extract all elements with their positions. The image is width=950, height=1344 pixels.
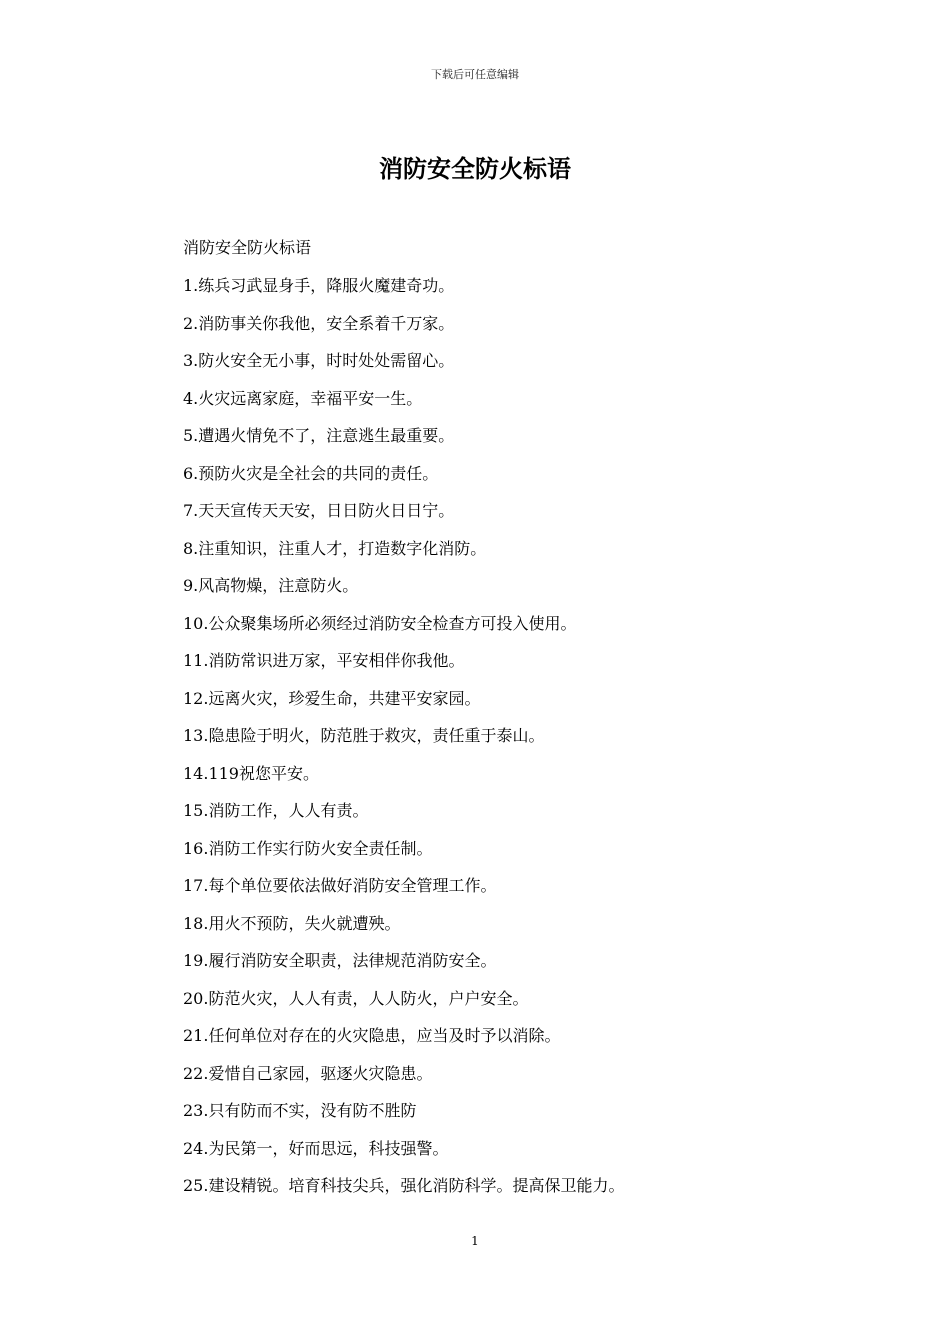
slogan-item: 21.任何单位对存在的火灾隐患，应当及时予以消除。 [183,1026,561,1045]
slogan-item: 23.只有防而不实，没有防不胜防 [183,1101,417,1120]
slogan-item: 22.爱惜自己家园，驱逐火灾隐患。 [183,1063,433,1083]
document-subtitle: 消防安全防火标语 [183,238,312,257]
slogan-item: 19.履行消防安全职责，法律规范消防安全。 [183,951,497,970]
slogan-item: 15.消防工作，人人有责。 [183,801,369,820]
slogan-item: 2.消防事关你我他，安全系着千万家。 [183,313,455,333]
page-number: 1 [471,1234,479,1248]
slogan-item: 6.预防火灾是全社会的共同的责任。 [183,463,439,483]
slogan-item: 17.每个单位要依法做好消防安全管理工作。 [183,876,497,895]
slogan-item: 18.用火不预防，失火就遭殃。 [183,913,401,933]
slogan-item: 16.消防工作实行防火安全责任制。 [183,838,433,858]
slogan-item: 4.火灾远离家庭，幸福平安一生。 [183,388,423,408]
slogan-item: 20.防范火灾，人人有责，人人防火，户户安全。 [183,988,529,1008]
slogan-item: 7.天天宣传天天安，日日防火日日宁。 [183,501,455,520]
slogan-item: 14.119祝您平安。 [183,763,319,783]
slogan-item: 11.消防常识进万家，平安相伴你我他。 [183,651,465,670]
slogan-item: 3.防火安全无小事，时时处处需留心。 [183,351,455,370]
slogan-item: 13.隐患险于明火，防范胜于救灾，责任重于泰山。 [183,726,545,745]
slogan-item: 24.为民第一，好而思远，科技强警。 [183,1138,449,1158]
slogan-item: 9.风高物燥，注意防火。 [183,576,359,595]
document-title: 消防安全防火标语 [379,154,571,183]
slogan-item: 25.建设精锐。培育科技尖兵，强化消防科学。提高保卫能力。 [183,1176,625,1195]
slogan-item: 8.注重知识，注重人才，打造数字化消防。 [183,538,487,558]
slogan-item: 5.遭遇火情免不了，注意逃生最重要。 [183,426,455,445]
slogan-item: 10.公众聚集场所必须经过消防安全检查方可投入使用。 [183,613,577,633]
slogan-list [183,274,803,1212]
header-note: 下载后可任意编辑 [431,68,519,81]
slogan-item: 1.练兵习武显身手，降服火魔建奇功。 [183,276,455,295]
slogan-item: 12.远离火灾，珍爱生命，共建平安家园。 [183,688,481,708]
